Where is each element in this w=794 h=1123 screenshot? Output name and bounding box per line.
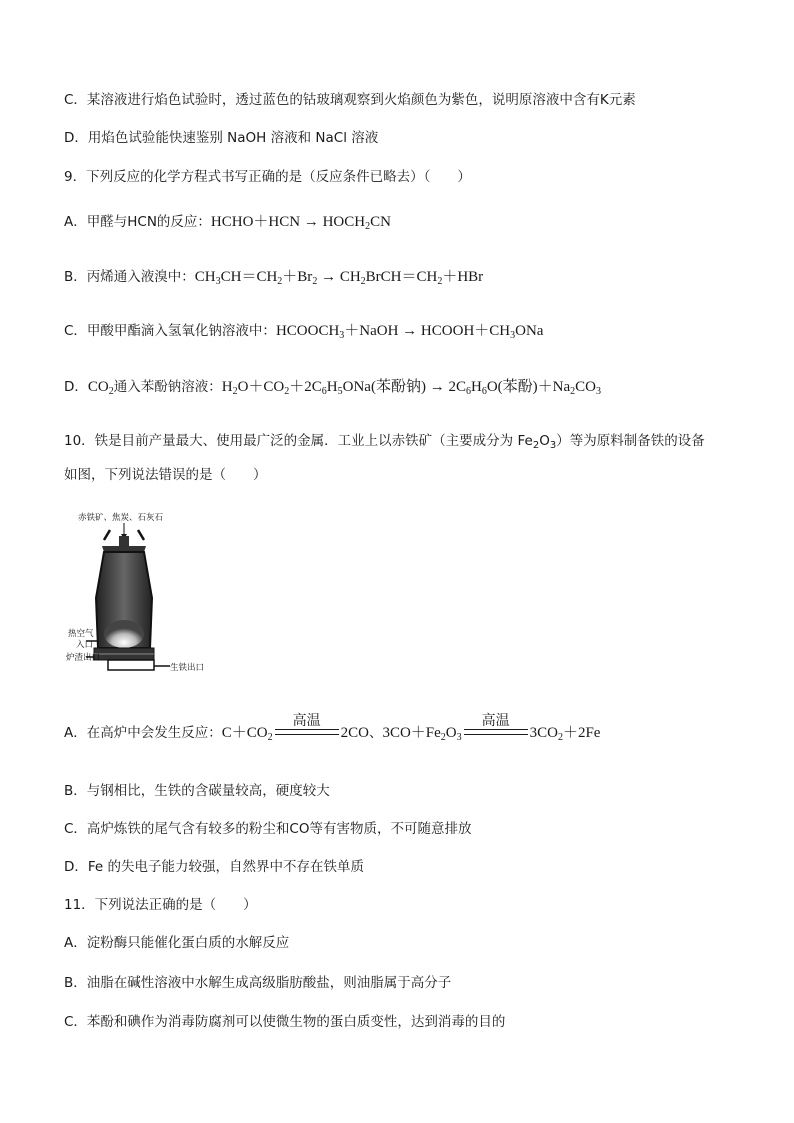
q9-d-co2: $CO_2$ xyxy=(87,379,114,397)
q10-option-d: D．Fe 的失电子能力较强，自然界中不存在铁单质 xyxy=(64,859,365,875)
q10-stem-line1: 10．铁是目前产量最大、使用最广泛的金属．工业上以赤铁矿（主要成分为 $Fe_2O_3$）等为原料制备铁的设备 xyxy=(64,433,705,451)
q9-c-equation: $HCOOCH_3+NaOH$ → $HCOOH+CH_3ONa$ xyxy=(275,323,544,341)
q9-option-a xyxy=(64,213,391,236)
q10-a-condition-2: 高温 xyxy=(464,714,528,735)
q9-option-d xyxy=(64,378,601,401)
figure-label-iron-outlet: 生铁出口 xyxy=(170,663,205,673)
q9-d-equation: $H_2O+CO_2+2C_6H_5ONa$(苯酚钠) → $2C_6H_6O$(苯酚)$+Na_2CO_3$ xyxy=(221,379,601,397)
q9-c-label: C．甲酸甲酯滴入氢氧化钠溶液中： xyxy=(64,323,276,339)
q9-b-equation: $CH_3CH=CH_2+Br_2$ → $CH_2BrCH=CH_2+HBr$ xyxy=(194,269,484,287)
q9-a-equation: HCHO＋HCN → $HOCH_2CN$ xyxy=(210,214,391,232)
q9-d-label2: 通入苯酚钠溶液： xyxy=(113,379,222,395)
figure-label-hot-air: 热空气 xyxy=(68,629,94,639)
figure-label-inlet: 入口 xyxy=(76,640,94,650)
q10-a-r1-right: 2CO xyxy=(340,725,369,741)
q11-option-a: A．淀粉酶只能催化蛋白质的水解反应 xyxy=(64,935,290,951)
q9-option-c xyxy=(64,322,543,345)
q9-stem: 9．下列反应的化学方程式书写正确的是（反应条件已略去）（ ） xyxy=(64,169,471,185)
q8-option-c: C．某溶液进行焰色试验时，透过蓝色的钴玻璃观察到火焰颜色为紫色，说明原溶液中含有K元素 xyxy=(64,92,636,108)
q8-option-d: D．用焰色试验能快速鉴别 NaOH 溶液和 NaCl 溶液 xyxy=(64,130,379,146)
blast-furnace-diagram xyxy=(64,508,224,678)
q10-option-b: B．与钢相比，生铁的含碳量较高，硬度较大 xyxy=(64,783,330,799)
figure-label-ore-coke-limestone: 赤铁矿、焦炭、石灰石 xyxy=(78,513,164,523)
q9-option-b xyxy=(64,268,483,291)
q9-b-label: B．丙烯通入液溴中： xyxy=(64,269,195,285)
q11-option-b: B．油脂在碱性溶液中水解生成高级脂肪酸盐，则油脂属于高分子 xyxy=(64,975,452,991)
q10-a-separator: 、 xyxy=(368,725,383,741)
q10-a-r1-left: $C+CO_2$ xyxy=(221,725,273,743)
q9-a-label: A．甲醛与HCN的反应： xyxy=(64,214,211,230)
blast-furnace-figure xyxy=(64,508,224,678)
q10-a-condition-1: 高温 xyxy=(275,714,339,735)
q10-a-r2-left: $3CO+Fe_2O_3$ xyxy=(382,725,462,743)
q10-option-a xyxy=(64,706,600,742)
figure-label-slag-outlet: 炉渣出口 xyxy=(66,653,101,663)
q10-a-r2-right: $3CO_2+2Fe$ xyxy=(529,725,601,743)
q11-option-c: C．苯酚和碘作为消毒防腐剂可以使微生物的蛋白质变性，达到消毒的目的 xyxy=(64,1014,506,1030)
q9-d-label: D． xyxy=(64,379,88,395)
q10-a-label: A．在高炉中会发生反应： xyxy=(64,725,222,741)
q11-stem: 11．下列说法正确的是（ ） xyxy=(64,897,257,913)
q10-stem-line2: 如图，下列说法错误的是（ ） xyxy=(64,467,267,483)
q10-option-c: C．高炉炼铁的尾气含有较多的粉尘和CO等有害物质，不可随意排放 xyxy=(64,821,472,837)
